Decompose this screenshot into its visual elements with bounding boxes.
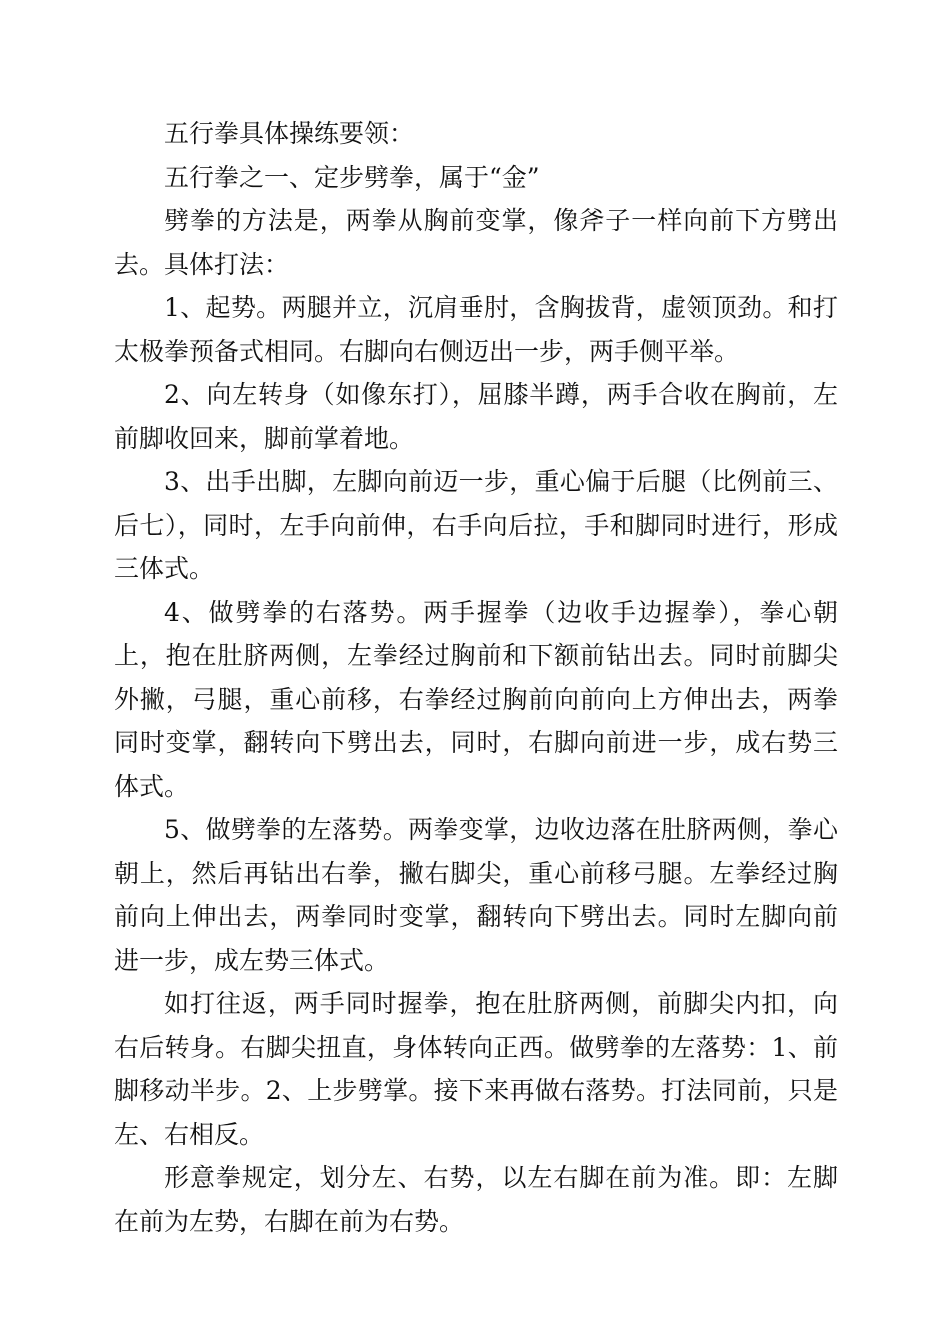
paragraph-subheading: 五行拳之一、定步劈拳，属于“金”: [164, 162, 540, 192]
document-body: [114, 112, 838, 1243]
paragraph-step-1: 1、起势。两腿并立，沉肩垂肘，含胸拔背，虚领顶劲。和打太极拳预备式相同。右脚向右侧迈出一步，两手侧平举。: [114, 293, 838, 366]
paragraph-step-3: 3、出手出脚，左脚向前迈一步，重心偏于后腿（比例前三、后七），同时，左手向前伸，右手向后拉，手和脚同时进行，形成三体式。: [114, 467, 838, 583]
paragraph-heading: 五行拳具体操练要领：: [164, 119, 415, 148]
paragraph-step-2: 2、向左转身（如像东打），屈膝半蹲，两手合收在胸前，左前脚收回来，脚前掌着地。: [114, 380, 838, 453]
paragraph-step-5: 5、做劈拳的左落势。两拳变掌，边收边落在肚脐两侧，拳心朝上，然后再钻出右拳，撇右脚尖，重心前移弓腿。左拳经过胸前向上伸出去，两拳同时变掌，翻转向下劈出去。同时左脚向前进一步，成左势三体式。: [114, 815, 838, 975]
paragraph: 形意拳规定，划分左、右势，以左右脚在前为准。即：左脚在前为左势，右脚在前为右势。: [114, 1163, 838, 1236]
paragraph: 劈拳的方法是，两拳从胸前变掌，像斧子一样向前下方劈出去。具体打法：: [114, 206, 838, 279]
paragraph: 如打往返，两手同时握拳，抱在肚脐两侧，前脚尖内扣，向右后转身。右脚尖扭直，身体转向正西。做劈拳的左落势：1、前脚移动半步。2、上步劈掌。接下来再做右落势。打法同前，只是左、右相反。: [114, 989, 838, 1149]
paragraph-step-4: 4、做劈拳的右落势。两手握拳（边收手边握拳），拳心朝上，抱在肚脐两侧，左拳经过胸前和下额前钻出去。同时前脚尖外撇，弓腿，重心前移，右拳经过胸前向前向上方伸出去，两拳同时变掌，翻转向下劈出去，同时，右脚向前进一步，成右势三体式。: [114, 597, 838, 801]
